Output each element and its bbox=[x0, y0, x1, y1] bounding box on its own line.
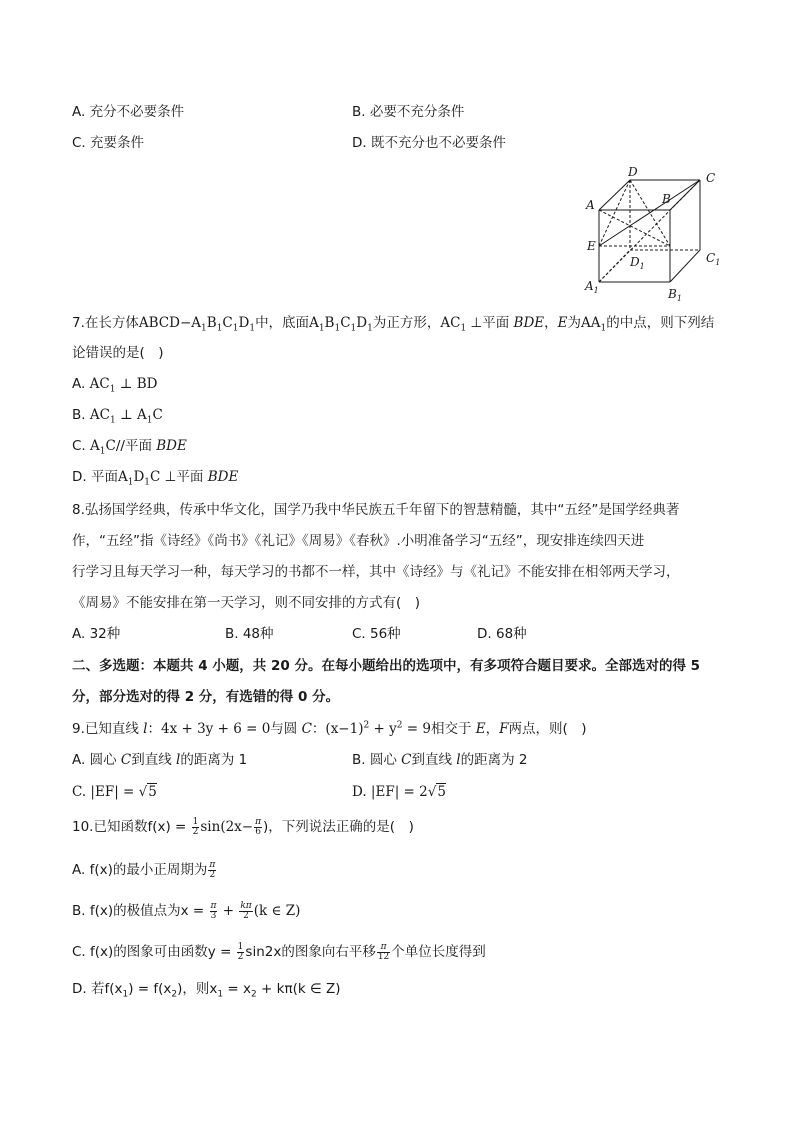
q7-option-b: B. $AC_1$ ⊥ $A_1C$ bbox=[72, 407, 163, 426]
cuboid-figure bbox=[578, 160, 728, 305]
q7-option-c: C. $A_1C//$平面 BDE bbox=[72, 438, 187, 457]
q10-option-c: C. f(x)的图象可由函数y = $\frac{1}{2}$ sin2x的图象向右平移 $\frac{\pi}{12}$ 个单位长度得到 bbox=[72, 941, 486, 962]
label-b1: $B_1$ bbox=[668, 287, 682, 303]
label-b: B bbox=[662, 192, 671, 206]
q7-stem-line2: 论错误的是( ) bbox=[72, 345, 164, 361]
q8-stem-line1: 8.弘扬国学经典，传承中华文化，国学乃我中华民族五千年留下的智慧精髓，其中“五经”是国学经典著 bbox=[72, 502, 680, 518]
q6-option-d: D. 既不充分也不必要条件 bbox=[352, 135, 506, 151]
q8-stem-line4: 《周易》不能安排在第一天学习，则不同安排的方式有( ) bbox=[72, 595, 421, 611]
label-d: D bbox=[628, 165, 638, 179]
q8-option-b: B. 48种 bbox=[225, 626, 274, 642]
label-a1: $A_1$ bbox=[585, 279, 599, 295]
q7-stem-line1: 7.在长方体$ABCD-A_1B_1C_1D_1$中，底面$A_1B_1C_1D_1$为正方形，$AC_1$ ⊥平面 BDE，E为$AA_1$的中点，则下列结 bbox=[72, 315, 715, 334]
q9-option-a: A. 圆心 C到直线 l的距离为 1 bbox=[72, 752, 248, 768]
q10-stem: 10.已知函数f(x) = $\frac{1}{2}$ sin(2x− $\frac{\pi}{6}$ )，下列说法正确的是( ) bbox=[72, 816, 414, 837]
q10-option-d: D. 若$f(x_1) = f(x_2)$，则$x_1 = x_2 + k\pi(k$ ∈ Z) bbox=[72, 981, 341, 1000]
q8-option-a: A. 32种 bbox=[72, 626, 121, 642]
q6-option-a: A. 充分不必要条件 bbox=[72, 104, 185, 120]
q6-option-c: C. 充要条件 bbox=[72, 135, 145, 151]
section2-heading-line1: 二、多选题：本题共 4 小题，共 20 分。在每小题给出的选项中，有多项符合题目要求。全部选对的得 5 bbox=[72, 658, 701, 674]
label-a: A bbox=[586, 198, 595, 212]
label-c1: $C_1$ bbox=[706, 251, 721, 267]
q7-option-d: D. 平面$A_1D_1C$ ⊥平面 BDE bbox=[72, 469, 239, 488]
q8-option-c: C. 56种 bbox=[352, 626, 401, 642]
q9-option-d: D. |EF| = 2√5 bbox=[352, 784, 446, 800]
label-d1: $D_1$ bbox=[630, 255, 645, 271]
q10-option-a: A. f(x)的最小正周期为 $\frac{\pi}{2}$ bbox=[72, 859, 216, 880]
q6-option-b: B. 必要不充分条件 bbox=[352, 104, 465, 120]
q8-option-d: D. 68种 bbox=[477, 626, 527, 642]
q8-stem-line3: 行学习且每天学习一种，每天学习的书都不一样，其中《诗经》与《礼记》不能安排在相邻两天学习， bbox=[72, 564, 680, 580]
q8-stem-line2: 作，“五经”指《诗经》《尚书》《礼记》《周易》《春秋》.小明准备学习“五经”，现安排连续四天进 bbox=[72, 533, 645, 549]
q10-option-b: B. f(x)的极值点为x = $\frac{\pi}{3}$ + $\frac{k\pi}{2}$ (k ∈ Z) bbox=[72, 900, 301, 921]
label-e: E bbox=[587, 239, 596, 253]
section2-heading-line2: 分，部分选对的得 2 分，有选错的得 0 分。 bbox=[72, 689, 340, 705]
q7-option-a: A. $AC_1$ ⊥ BD bbox=[72, 376, 158, 395]
q9-option-c: C. |EF| = √5 bbox=[72, 784, 157, 800]
label-c: C bbox=[706, 171, 716, 185]
q9-stem: 9.已知直线 l：4x + 3y + 6 = 0与圆 C：$(x-1)^2 + y^2 = 9$相交于 E，F两点，则( ) bbox=[72, 720, 587, 737]
q9-option-b: B. 圆心 C到直线 l的距离为 2 bbox=[352, 752, 528, 768]
